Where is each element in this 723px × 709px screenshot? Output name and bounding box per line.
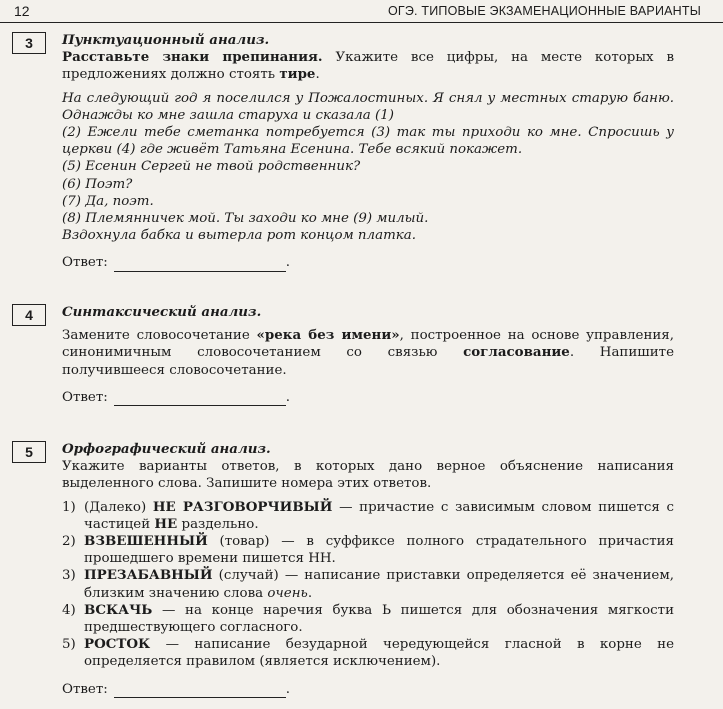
story-line: На следующий год я поселился у Пожалостиных. Я снял у местных старую баню. Однажды ко мне зашла старуха и сказала (1) [62, 90, 674, 123]
option-keyword: НЕ [154, 515, 178, 532]
answer-field[interactable] [114, 391, 286, 406]
task-title: Пунктуационный анализ. [62, 32, 270, 48]
instruction-text: Замените словосочетание [62, 328, 257, 344]
task-instruction [62, 49, 674, 83]
story-line: (7) Да, поэт. [62, 193, 154, 209]
instruction-text: Укажите все цифры, на месте которых в предложениях должно стоять [62, 50, 674, 83]
option-number: 5) [62, 637, 76, 653]
running-title: ОГЭ. ТИПОВЫЕ ЭКЗАМЕНАЦИОННЫЕ ВАРИАНТЫ [387, 4, 701, 18]
option-item [62, 567, 674, 601]
story-line: Вздохнула бабка и вытерла рот концом платка. [62, 228, 417, 244]
task-title: Орфографический анализ. [62, 441, 271, 457]
option-text: — причастие с зависимым словом пишется с частицей [84, 499, 675, 532]
story-line: (8) Племянничек мой. Ты заходи ко мне (9) милый. [62, 211, 429, 227]
page-number: 12 [14, 3, 30, 19]
story-line: (5) Есенин Сергей не твой родственник? [62, 159, 361, 175]
option-item [62, 602, 674, 636]
answer-label: Ответ: [62, 255, 108, 271]
option-number: 2) [62, 534, 76, 550]
story-line: (2) Ежели тебе сметанка потребуется (3) так ты приходи ко мне. Спросишь у церкви (4) где живёт Татьяна Есенина. Тебе всякий покажет. [62, 125, 674, 158]
option-word: ВЗВЕШЕННЫЙ [84, 533, 208, 550]
task-body [62, 441, 674, 698]
option-word: НЕ РАЗГОВОРЧИВЫЙ [152, 498, 333, 515]
task-number: 5 [12, 441, 46, 463]
option-number: 1) [62, 499, 76, 515]
options-list [62, 499, 674, 671]
option-word: РОСТОК [84, 636, 151, 653]
instruction-text: . Напишите получившееся словосочетание. [62, 345, 674, 378]
answer-label: Ответ: [62, 389, 108, 405]
option-text: . [307, 585, 313, 601]
task-title: Синтаксический анализ. [62, 304, 262, 320]
answer-field[interactable] [114, 257, 286, 272]
option-text: (Далеко) [84, 499, 153, 515]
answer-row [62, 681, 674, 698]
answer-end: . [285, 681, 291, 697]
option-word: ВСКАЧЬ [84, 601, 153, 618]
instruction-end: . [315, 67, 320, 83]
option-text: (случай) — написание приставки определяется её значением, близким значению слова [84, 568, 674, 601]
option-text: — написание безударной чередующейся гласной в корне не определяется правилом (является исключением). [84, 637, 674, 670]
task-body [62, 304, 674, 406]
option-item [62, 499, 674, 533]
option-number: 4) [62, 602, 76, 618]
task-number: 3 [12, 32, 46, 54]
page-header [0, 0, 723, 23]
answer-end: . [285, 389, 291, 405]
option-text: (товар) — в суффиксе полного страдательного причастия прошедшего времени пишется НН. [84, 534, 674, 567]
answer-end: . [285, 255, 291, 271]
option-text: — на конце наречия буква Ь пишется для обозначения мягкости предшествующего согласного. [84, 602, 674, 636]
story-text [62, 90, 674, 245]
task-body [62, 32, 674, 272]
option-item [62, 636, 674, 670]
story-line: (6) Поэт? [62, 176, 133, 192]
option-text: раздельно. [177, 516, 259, 532]
answer-field[interactable] [114, 683, 286, 698]
option-item [62, 533, 674, 567]
instruction-bold: Расставьте знаки препинания. [62, 49, 323, 66]
answer-row [62, 389, 674, 406]
instruction-text: , построенное на основе управления, синонимичным словосочетанием со связью [62, 328, 674, 361]
option-italic: очень [267, 585, 308, 601]
option-word: ПРЕЗАБАВНЫЙ [84, 567, 213, 584]
answer-label: Ответ: [62, 681, 108, 697]
task-instruction: Укажите варианты ответов, в которых дано верное объяснение написания выделенного слова. Запишите номера этих ответов. [62, 459, 674, 492]
instruction-keyword: тире [279, 66, 316, 83]
instruction-phrase: «река без имени» [256, 327, 400, 344]
option-number: 3) [62, 568, 76, 584]
instruction-keyword: согласование [463, 344, 570, 361]
answer-row [62, 254, 674, 271]
task-number: 4 [12, 304, 46, 326]
task-instruction [62, 327, 674, 379]
